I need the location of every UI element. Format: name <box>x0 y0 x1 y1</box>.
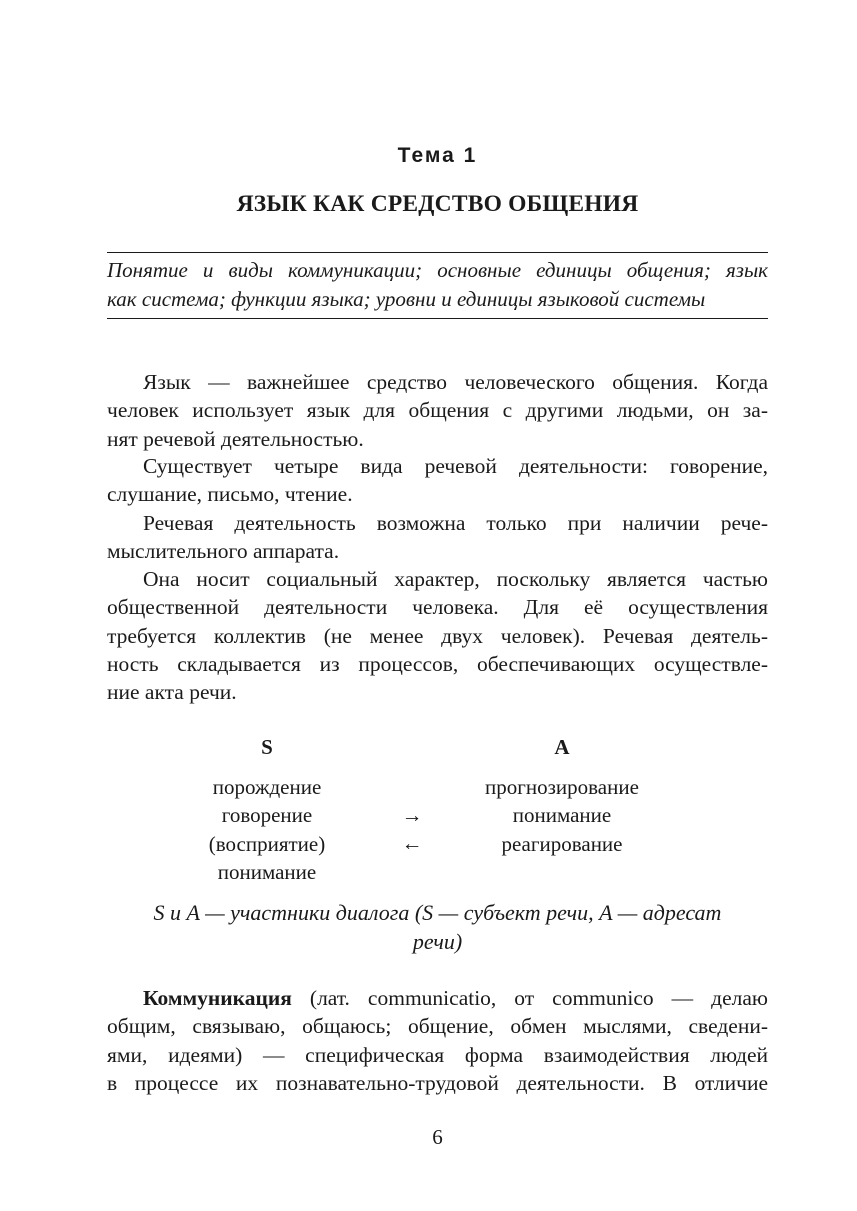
scheme-subject-item: говорение <box>221 803 313 828</box>
text-line: ями, идеями) — специфическая форма взаимодействия людей <box>107 1042 768 1067</box>
text-line <box>107 984 768 1012</box>
paragraph-social <box>107 565 768 706</box>
text-line: Существует четыре вида речевой деятельности: говорение, <box>143 454 768 478</box>
paragraph-activity-types <box>107 452 768 509</box>
scheme-subject-item: порождение <box>212 775 322 799</box>
scheme-addressee-item: прогнозирование <box>485 775 639 799</box>
scheme-subject-item: понимание <box>217 859 317 884</box>
chapter-title: ЯЗЫК КАК СРЕДСТВО ОБЩЕНИЯ <box>236 191 639 217</box>
text-line: слушание, письмо, чтение. <box>107 482 353 507</box>
text-line: человек использует язык для общения с другими людьми, он за- <box>107 398 768 423</box>
text-line: общим, связываю, общаюсь; общение, обмен мыслями, сведени- <box>107 1014 768 1039</box>
scheme-addressee-item: понимание <box>512 803 612 828</box>
abstract-line: Понятие и виды коммуникации; основные единицы общения; язык <box>107 258 768 282</box>
text-line: в процессе их познавательно-трудовой деятельности. В отличие <box>107 1070 768 1095</box>
text-line: Речевая деятельность возможна только при наличии рече- <box>143 511 768 535</box>
text-line: общественной деятельности человека. Для её осуществления <box>107 595 768 620</box>
text-line: ние акта речи. <box>107 680 237 705</box>
caption-line: S и A — участники диалога (S — субъект речи, A — адресат <box>153 900 722 925</box>
abstract-bottom-rule <box>107 318 768 319</box>
text-line: ность складывается из процессов, обеспечивающих осуществле- <box>107 651 768 676</box>
term-definition: (лат. communicatio, от communico — делаю <box>291 986 768 1010</box>
scheme-subject-item: (восприятие) <box>208 831 326 856</box>
scheme-caption <box>107 898 768 956</box>
arrow-left-icon: ← <box>401 831 423 856</box>
scheme-subject-header: S <box>261 735 273 759</box>
paragraph-language <box>107 368 768 453</box>
scheme-arrows <box>387 801 437 858</box>
term-communication: Коммуникация <box>143 986 292 1010</box>
abstract-top-rule <box>107 252 768 253</box>
abstract <box>107 256 768 314</box>
paragraph-communication <box>107 984 768 1097</box>
book-page <box>107 0 768 1211</box>
topic-label: Тема 1 <box>397 144 478 167</box>
scheme-addressee-header: A <box>554 735 570 759</box>
scheme-addressee-column <box>447 773 677 858</box>
text-line: требуется коллектив (не менее двух человек). Речевая деятель- <box>107 623 768 648</box>
paragraph-apparatus <box>107 509 768 566</box>
page-number: 6 <box>432 1125 443 1149</box>
text-line: Она носит социальный характер, поскольку является частью <box>143 567 768 591</box>
caption-line: речи) <box>412 929 463 954</box>
scheme-addressee-item: реагирование <box>501 831 623 856</box>
text-line: нят речевой деятельностью. <box>107 426 364 451</box>
abstract-line: как система; функции языка; уровни и единицы языковой системы <box>107 287 706 311</box>
text-line: Язык — важнейшее средство человеческого общения. Когда <box>143 370 768 394</box>
arrow-right-icon: → <box>401 803 423 827</box>
scheme-subject-column <box>187 773 347 886</box>
text-line: мыслительного аппарата. <box>107 539 340 564</box>
